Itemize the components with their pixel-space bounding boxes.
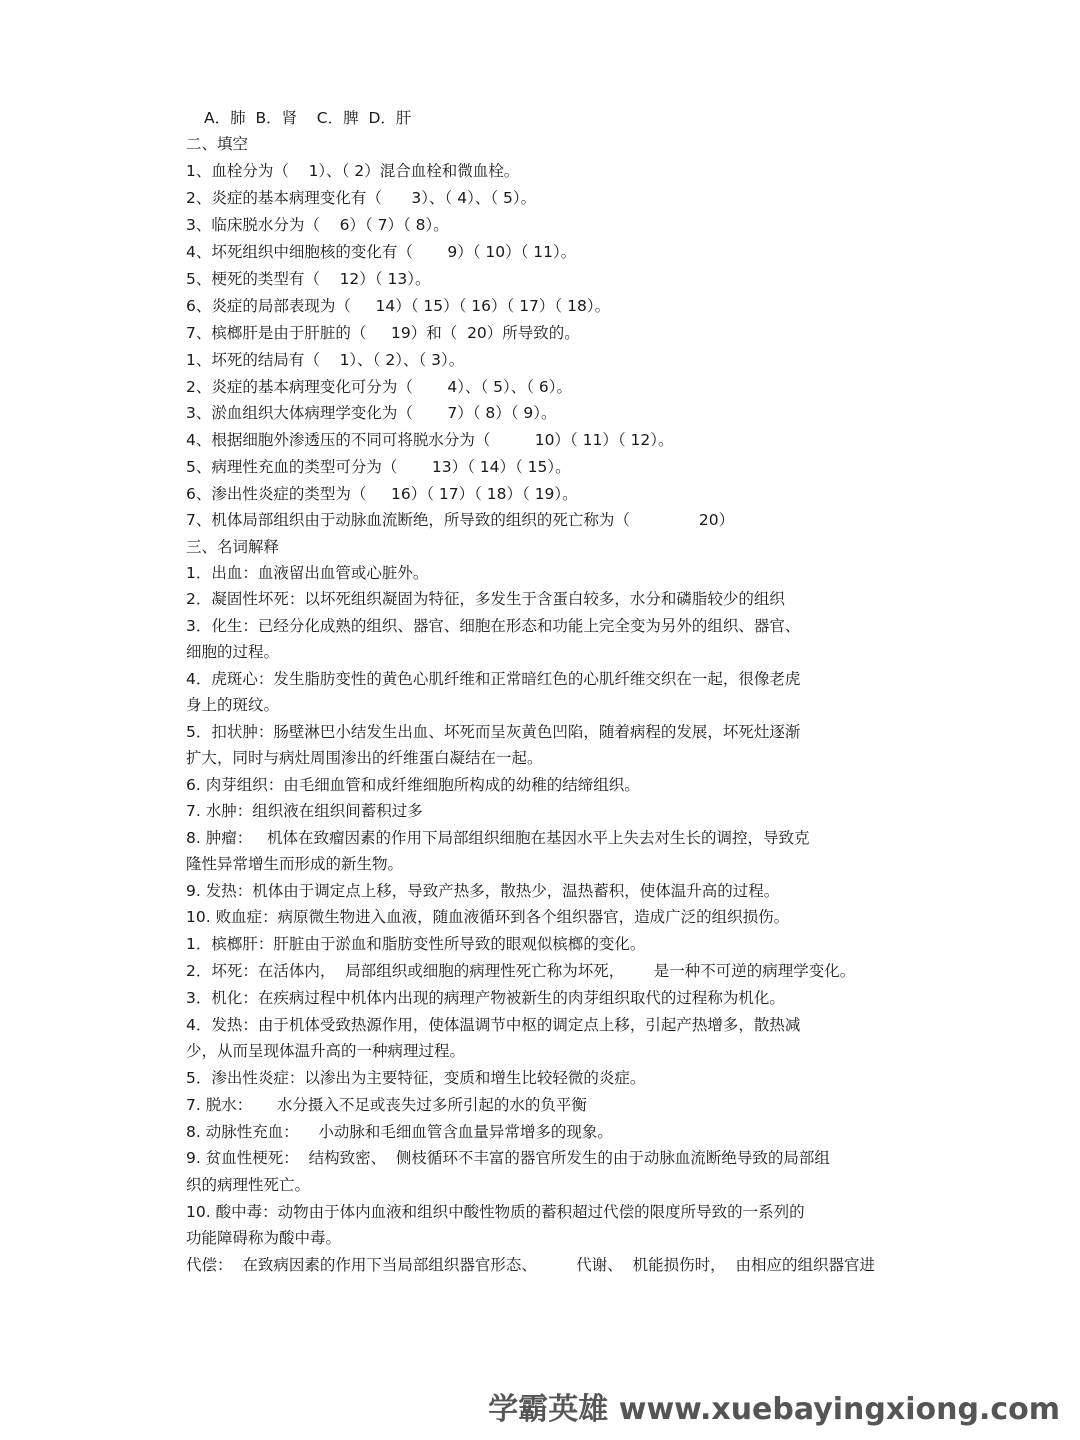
fill-blank-item: 2、炎症的基本病理变化可分为（ 4）、（ 5）、（ 6）。 bbox=[186, 378, 573, 396]
term-line: 1．槟榔肝：肝脏由于淤血和脂肪变性所导致的眼观似槟榔的变化。 bbox=[186, 935, 646, 953]
term-line: 1．出血：血液留出血管或心脏外。 bbox=[186, 564, 429, 582]
term-line: 少，从而呈现体温升高的一种病理过程。 bbox=[186, 1042, 466, 1060]
term-line: 3．机化：在疾病过程中机体内出现的病理产物被新生的肉芽组织取代的过程称为机化。 bbox=[186, 989, 785, 1007]
fill-blank-item: 1、血栓分为（ 1）、（ 2）混合血栓和微血栓。 bbox=[186, 162, 520, 180]
fill-blank-item: 7、槟榔肝是由于肝脏的（ 19）和（ 20）所导致的。 bbox=[186, 324, 580, 342]
fill-blank-item: 5、梗死的类型有（ 12）（ 13）。 bbox=[186, 270, 431, 288]
fill-blank-item: 3、淤血组织大体病理学变化为（ 7）（ 8）（ 9）。 bbox=[186, 404, 557, 422]
term-line: 9. 贫血性梗死： 结构致密、 侧枝循环不丰富的器官所发生的由于动脉血流断绝导致的局部组 bbox=[186, 1149, 830, 1167]
term-line: 10. 败血症：病原微生物进入血液，随血液循环到各个组织器官，造成广泛的组织损伤。 bbox=[186, 908, 790, 926]
term-line: 8. 肿瘤： 机体在致瘤因素的作用下局部组织细胞在基因水平上失去对生长的调控，导致克 bbox=[186, 829, 810, 847]
term-line: 织的病理性死亡。 bbox=[186, 1176, 311, 1194]
fill-blank-item: 6、炎症的局部表现为（ 14）（ 15）（ 16）（ 17）（ 18）。 bbox=[186, 297, 611, 315]
fill-blank-item: 5、病理性充血的类型可分为（ 13）（ 14）（ 15）。 bbox=[186, 458, 571, 476]
fill-blank-item: 4、根据细胞外渗透压的不同可将脱水分为（ 10）（ 11）（ 12）。 bbox=[186, 431, 674, 449]
terms-heading: 三、名词解释 bbox=[186, 538, 280, 556]
term-line: 身上的斑纹。 bbox=[186, 696, 280, 714]
term-line: 2．坏死：在活体内， 局部组织或细胞的病理性死亡称为坏死， 是一种不可逆的病理学变化。 bbox=[186, 962, 856, 980]
term-line: 5．扣状肿：肠壁淋巴小结发生出血、坏死而呈灰黄色凹陷，随着病程的发展，坏死灶逐渐 bbox=[186, 723, 801, 741]
term-line: 7. 水肿：组织液在组织间蓄积过多 bbox=[186, 802, 423, 820]
site-watermark: 学霸英雄 www.xuebayingxiong.com bbox=[488, 1392, 1060, 1427]
term-line: 扩大，同时与病灶周围渗出的纤维蛋白凝结在一起。 bbox=[186, 749, 543, 767]
term-line: 4．发热：由于机体受致热源作用，使体温调节中枢的调定点上移，引起产热增多，散热减 bbox=[186, 1016, 801, 1034]
term-line: 5．渗出性炎症：以渗出为主要特征，变质和增生比较轻微的炎症。 bbox=[186, 1069, 646, 1087]
term-line: 代偿： 在致病因素的作用下当局部组织器官形态、 代谢、 机能损伤时， 由相应的组织器官进 bbox=[186, 1256, 875, 1274]
fill-blank-item: 2、炎症的基本病理变化有（ 3）、（ 4）、（ 5）。 bbox=[186, 189, 537, 207]
fill-blank-item: 1、坏死的结局有（ 1）、（ 2）、（ 3）。 bbox=[186, 351, 465, 369]
term-line: 9. 发热：机体由于调定点上移，导致产热多，散热少，温热蓄积，使体温升高的过程。 bbox=[186, 882, 780, 900]
term-line: 细胞的过程。 bbox=[186, 643, 280, 661]
term-line: 3．化生：已经分化成熟的组织、器官、细胞在形态和功能上完全变为另外的组织、器官、 bbox=[186, 617, 801, 635]
fill-blank-item: 4、坏死组织中细胞核的变化有（ 9）（ 10）（ 11）。 bbox=[186, 243, 577, 261]
fill-blank-item: 7、机体局部组织由于动脉血流断绝，所导致的组织的死亡称为（ 20） bbox=[186, 511, 735, 529]
term-line: 4．虎斑心：发生脂肪变性的黄色心肌纤维和正常暗红色的心肌纤维交织在一起，很像老虎 bbox=[186, 670, 801, 688]
fill-blank-item: 6、渗出性炎症的类型为（ 16）（ 17）（ 18）（ 19）。 bbox=[186, 485, 578, 503]
fill-blank-item: 3、临床脱水分为（ 6）（ 7）（ 8）。 bbox=[186, 216, 449, 234]
term-line: 8. 动脉性充血： 小动脉和毛细血管含血量异常增多的现象。 bbox=[186, 1123, 613, 1141]
answer-options: A．肺 B．肾 C．脾 D．肝 bbox=[204, 109, 412, 127]
term-line: 10. 酸中毒：动物由于体内血液和组织中酸性物质的蓄积超过代偿的限度所导致的一系列的 bbox=[186, 1203, 805, 1221]
term-line: 隆性异常增生而形成的新生物。 bbox=[186, 855, 404, 873]
term-line: 2．凝固性坏死：以坏死组织凝固为特征，多发生于含蛋白较多，水分和磷脂较少的组织 bbox=[186, 590, 785, 608]
term-line: 功能障碍称为酸中毒。 bbox=[186, 1229, 342, 1247]
term-line: 6. 肉芽组织：由毛细血管和成纤维细胞所构成的幼稚的结缔组织。 bbox=[186, 776, 640, 794]
term-line: 7. 脱水： 水分摄入不足或丧失过多所引起的水的负平衡 bbox=[186, 1096, 587, 1114]
fill-blank-heading: 二、填空 bbox=[186, 135, 249, 153]
